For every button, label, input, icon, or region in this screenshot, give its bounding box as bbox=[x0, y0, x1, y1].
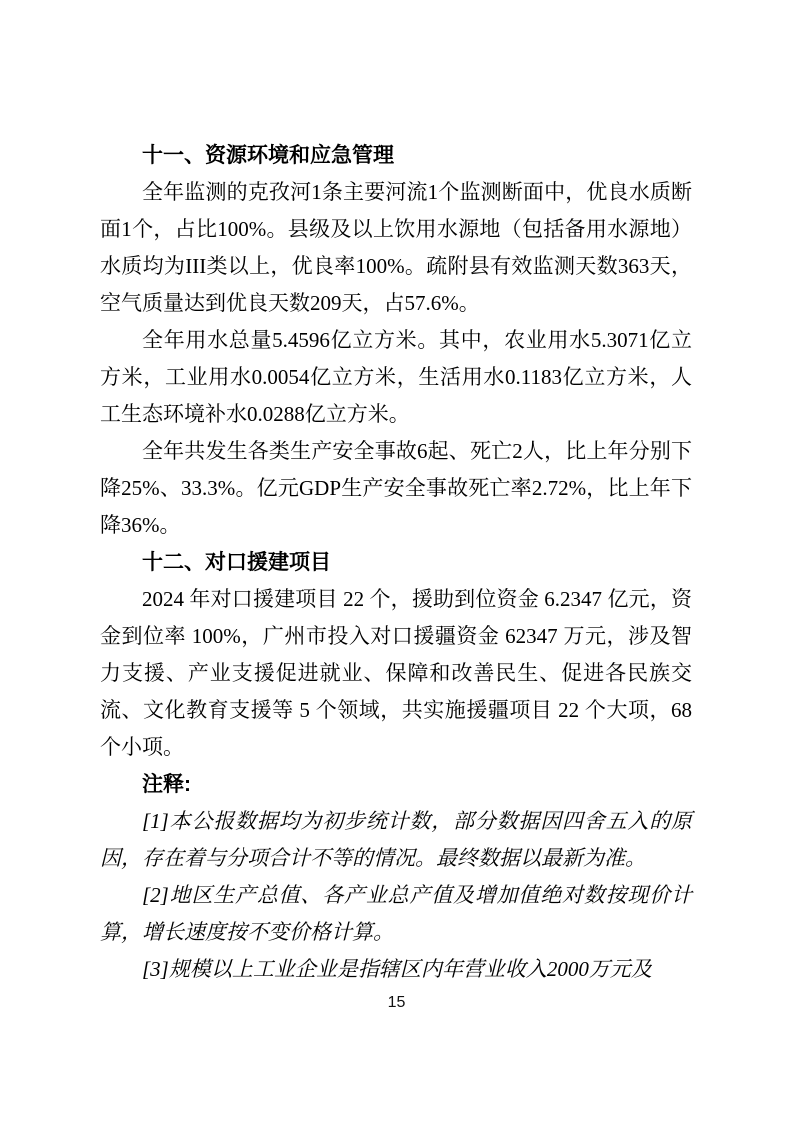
paragraph-safety-accidents: 全年共发生各类生产安全事故6起、死亡2人，比上年分别下降25%、33.3%。亿元GDP生产安全事故死亡率2.72%，比上年下降36%。 bbox=[100, 439, 692, 537]
section-heading-resources-environment: 十一、资源环境和应急管理 bbox=[142, 144, 394, 167]
note-item-2: [2]地区生产总值、各产业总产值及增加值绝对数按现价计算，增长速度按不变价格计算。 bbox=[100, 883, 692, 944]
paragraph-aid-projects: 2024 年对口援建项目 22 个，援助到位资金 6.2347 亿元，资金到位率 100%，广州市投入对口援疆资金 62347 万元，涉及智力支援、产业支援促进就业、保障和改善民生、促进各民族交流、文化教育支援等 5 个领域，共实施援疆项目 22 个大项，68 个小项。 bbox=[100, 587, 692, 759]
note-item-1: [1]本公报数据均为初步统计数，部分数据因四舍五入的原因，存在着与分项合计不等的情况。最终数据以最新为准。 bbox=[100, 809, 692, 870]
section-heading-aid-projects: 十二、对口援建项目 bbox=[142, 551, 331, 574]
notes-heading: 注释: bbox=[142, 773, 191, 796]
paragraph-water-usage: 全年用水总量5.4596亿立方米。其中，农业用水5.3071亿立方米，工业用水0.0054亿立方米，生活用水0.1183亿立方米，人工生态环境补水0.0288亿立方米。 bbox=[100, 328, 692, 426]
note-item-3: [3]规模以上工业企业是指辖区内年营业收入2000万元及 bbox=[142, 957, 652, 981]
paragraph-water-quality: 全年监测的克孜河1条主要河流1个监测断面中，优良水质断面1个，占比100%。县级及以上饮用水源地（包括备用水源地）水质均为III类以上，优良率100%。疏附县有效监测天数363天，空气质量达到优良天数209天，占57.6%。 bbox=[100, 180, 692, 315]
page-content bbox=[100, 137, 692, 988]
page-number: 15 bbox=[387, 994, 406, 1011]
